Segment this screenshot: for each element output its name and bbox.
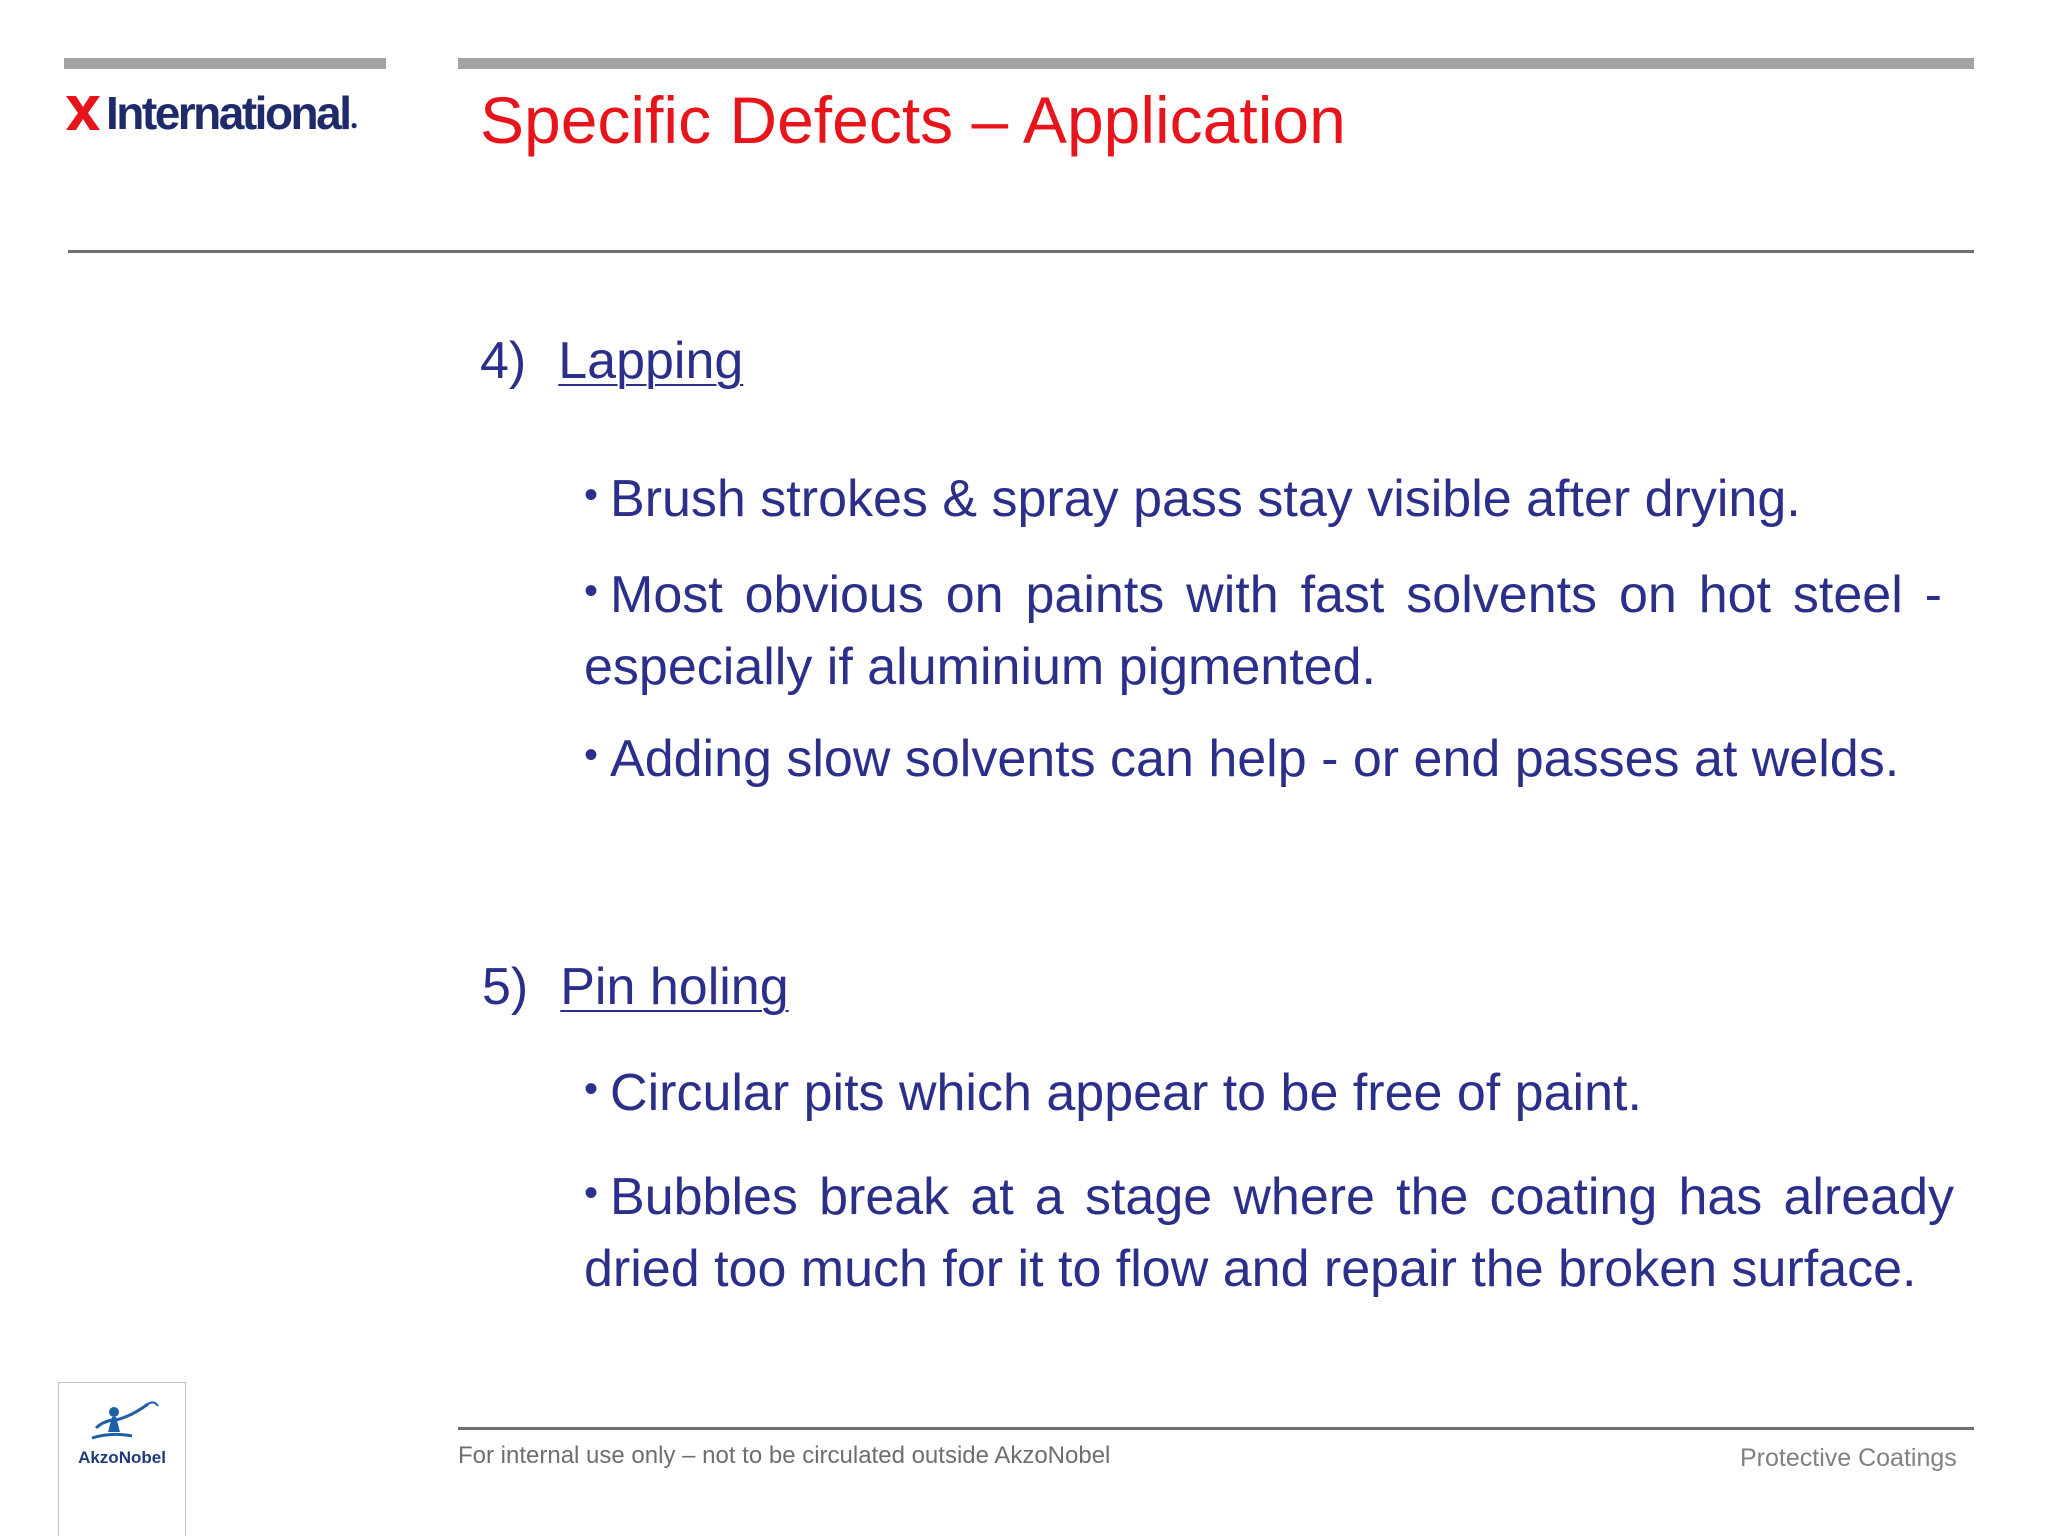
header-divider — [68, 250, 1974, 253]
header-bar-left — [64, 58, 386, 69]
international-logo — [62, 88, 358, 138]
page-title: Specific Defects – Application — [480, 83, 1346, 157]
logo-registered-mark: ● — [350, 118, 358, 132]
bullet-item — [584, 1059, 1946, 1131]
footer-divider — [458, 1427, 1974, 1430]
bullet-item — [584, 725, 1942, 797]
footer-division: Protective Coatings — [1740, 1444, 1957, 1472]
footer-confidentiality-note: For internal use only – not to be circulated outside AkzoNobel — [458, 1442, 1111, 1469]
bullet-item — [584, 1163, 1954, 1303]
bullet-dot-icon: • — [584, 1067, 599, 1111]
section-number: 4) — [480, 332, 527, 390]
bullet-text: Brush strokes & spray pass stay visible after drying. — [610, 470, 1801, 528]
bullet-text: Bubbles break at a stage where the coating has already dried too much for it to flow and repair the broken surface. — [584, 1168, 1954, 1298]
bullet-dot-icon: • — [584, 733, 599, 777]
akzonobel-figure-icon — [72, 1398, 176, 1448]
x-logo-icon — [62, 92, 104, 134]
header-bar-right — [458, 58, 1974, 69]
bullet-item — [584, 561, 1942, 701]
bullet-text: Adding slow solvents can help - or end passes at welds. — [610, 730, 1900, 788]
bullet-dot-icon: • — [584, 1171, 599, 1215]
akzonobel-brand-text: AkzoNobel — [78, 1448, 166, 1467]
section-heading-lapping — [480, 330, 743, 392]
section-number: 5) — [482, 958, 529, 1016]
section-label: Lapping — [558, 332, 744, 390]
bullet-text: Circular pits which appear to be free of paint. — [610, 1064, 1642, 1122]
bullet-item — [584, 465, 1946, 537]
bullet-text: Most obvious on paints with fast solvents on hot steel - especially if aluminium pigmented. — [584, 566, 1942, 696]
section-label: Pin holing — [560, 958, 789, 1016]
bullet-dot-icon: • — [584, 569, 599, 613]
bullet-dot-icon: • — [584, 473, 599, 517]
logo-text: International — [106, 87, 350, 139]
section-heading-pin-holing — [482, 956, 789, 1018]
